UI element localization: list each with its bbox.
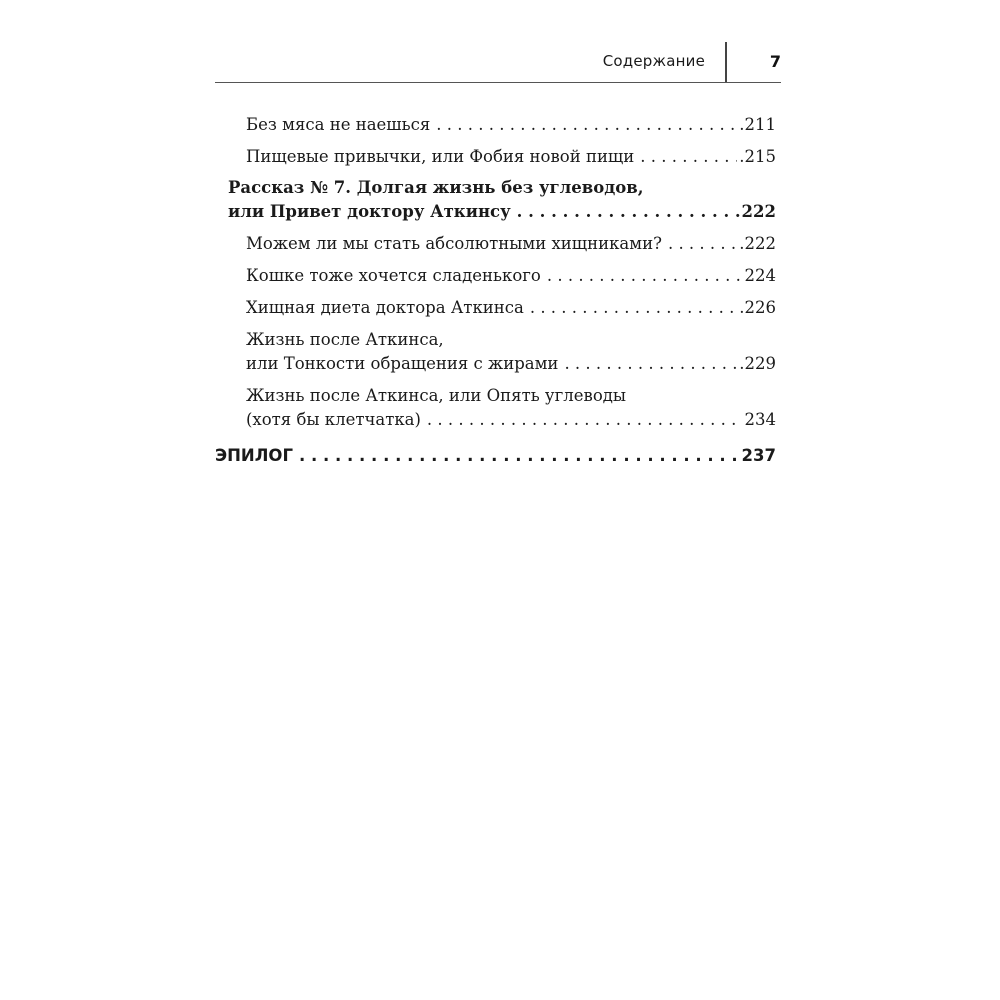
dot-leader — [668, 232, 737, 256]
chapter-title-line1: Рассказ № 7. Долгая жизнь без углеводов, — [228, 178, 644, 197]
toc-entry-page: .222 — [739, 234, 776, 253]
dot-leader — [640, 145, 737, 169]
dot-leader — [517, 200, 740, 224]
dot-leader — [564, 352, 737, 376]
toc-entry-title: Можем ли мы стать абсолютными хищниками? — [246, 234, 662, 253]
toc-entry-page: .226 — [739, 298, 776, 317]
toc-epilogue-entry — [215, 444, 776, 468]
toc-entry — [246, 232, 776, 256]
dot-leader — [547, 264, 743, 288]
epilogue-title: ЭПИЛОГ — [215, 446, 293, 465]
page-number: 7 — [769, 52, 781, 71]
toc-entry — [246, 113, 776, 137]
toc-entry — [246, 264, 776, 288]
toc-entry-title-line2: или Тонкости обращения с жирами — [246, 354, 559, 373]
dot-leader — [299, 444, 740, 468]
toc-chapter-entry — [228, 200, 776, 224]
toc-entry-page: 224 — [744, 266, 776, 285]
toc-entry-page: 222 — [741, 202, 776, 221]
toc-entry-title-line2: (хотя бы клетчатка) — [246, 410, 421, 429]
toc-entry-title-line1: Жизнь после Аткинса, — [246, 330, 444, 349]
running-header-title: Содержание — [602, 52, 705, 70]
dot-leader — [530, 296, 737, 320]
toc-entry-title: Хищная диета доктора Аткинса — [246, 298, 524, 317]
toc-entry-page: .211 — [739, 115, 776, 134]
toc-entry-title: Без мяса не наешься — [246, 115, 431, 134]
chapter-title-line2: или Привет доктору Аткинсу — [228, 202, 511, 221]
toc-entry-page: 234 — [744, 410, 776, 429]
toc-entry-page: 237 — [741, 446, 776, 465]
toc-entry-title-line1: Жизнь после Аткинса, или Опять углеводы — [246, 386, 627, 405]
toc-entry-title: Пищевые привычки, или Фобия новой пищи — [246, 147, 635, 166]
toc-entry — [246, 296, 776, 320]
toc-entry — [246, 145, 776, 169]
toc-entry-title: Кошке тоже хочется сладенького — [246, 266, 541, 285]
running-header — [215, 42, 781, 83]
toc-entry — [246, 408, 776, 432]
toc-entry-page: .215 — [739, 147, 776, 166]
dot-leader — [427, 408, 743, 432]
dot-leader — [436, 113, 737, 137]
header-divider — [725, 42, 727, 82]
toc-entry — [246, 352, 776, 376]
toc-entry-page: .229 — [739, 354, 776, 373]
